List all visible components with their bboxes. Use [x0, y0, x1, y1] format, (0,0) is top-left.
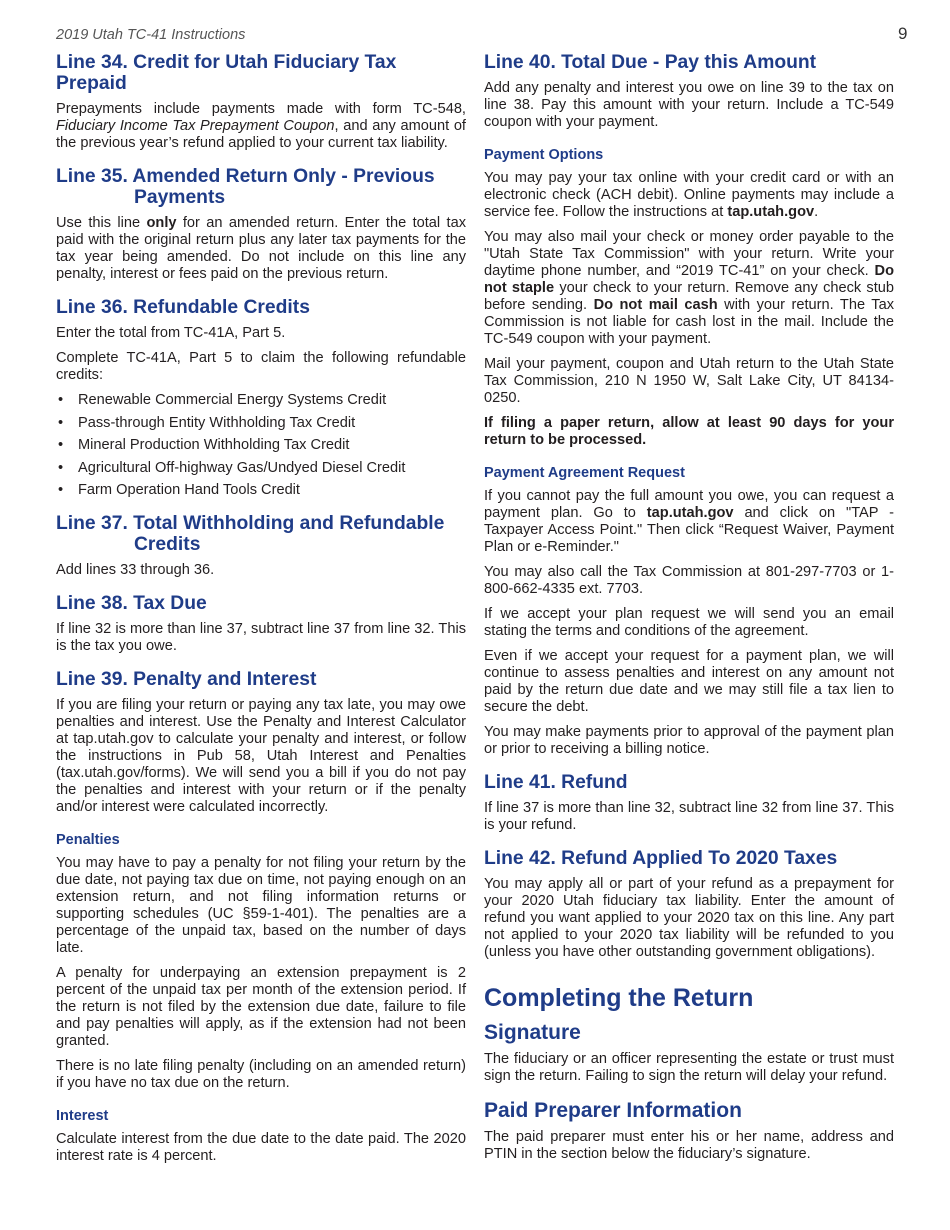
- line-35-heading: Line 35. Amended Return Only - Previous Payments: [56, 166, 435, 208]
- penalties-text-2: A penalty for underpaying an extension prepayment is 2 percent of the unpaid tax per month of the extension period. If the return is not filed by the extension due date, failure to file and pay penalties will apply, as if the extension had not been granted.: [56, 965, 466, 1050]
- line-36-text-2: Complete TC-41A, Part 5 to claim the following refundable credits:: [56, 350, 466, 383]
- interest-text: Calculate interest from the due date to the date paid. The 2020 interest rate is 4 percent.: [56, 1131, 466, 1165]
- line-42-section: [484, 848, 894, 961]
- payment-agreement-text-3: If we accept your plan request we will send you an email stating the terms and conditions of the agreement.: [484, 606, 894, 639]
- line-36-section: [56, 297, 466, 499]
- payment-agreement-text-2: You may also call the Tax Commission at 801-297-7703 or 1-800-662-4335 ext. 7703.: [484, 564, 894, 597]
- line-35-text-bold: only: [146, 215, 177, 231]
- line-35-text-a: Use this line: [56, 215, 147, 231]
- line-38-text: If line 32 is more than line 37, subtract line 37 from line 32. This is the tax you owe.: [56, 621, 466, 655]
- line-34-text: [56, 101, 466, 152]
- paid-preparer-text: The paid preparer must enter his or her name, address and PTIN in the section below the fiduciary’s signature.: [484, 1129, 894, 1162]
- payment-options-text-3: Mail your payment, coupon and Utah return to the Utah State Tax Commission, 210 N 1950 W, Salt Lake City, UT 84134-0250.: [484, 356, 894, 406]
- line-34-text-a: Prepayments include payments made with form TC-548,: [56, 101, 466, 117]
- line-42-text: You may apply all or part of your refund as a prepayment for your 2020 Utah fiduciary tax liability. Enter the amount of refund you want applied to your 2020 tax on this line. Any part not applied to your 2020 tax liability will be refunded to you (unless you have other outstanding government obligations).: [484, 876, 894, 960]
- line-39-heading: Line 39. Penalty and Interest: [56, 669, 317, 691]
- completing-return-section: [484, 983, 894, 1163]
- line-40-section: [484, 52, 894, 758]
- payment-agreement-text-5: You may make payments prior to approval of the payment plan or prior to receiving a billing notice.: [484, 724, 894, 757]
- right-column: [484, 52, 894, 1171]
- paper-return-notice-bold: If filing a paper return, allow at least 90 days for your return to be processed.: [484, 415, 894, 448]
- do-not-staple-text: Do not staple: [484, 263, 894, 296]
- list-item: • Pass-through Entity Withholding Tax Credit: [56, 415, 466, 432]
- line-34-section: [56, 52, 466, 152]
- line-37-text: Add lines 33 through 36.: [56, 562, 215, 579]
- payment-options-text-2c: your check to your return. Remove any check stub before sending.: [484, 280, 895, 313]
- tap-utah-link[interactable]: tap.utah.gov: [646, 505, 734, 521]
- paid-preparer-heading: Paid Preparer Information: [484, 1099, 742, 1122]
- line-40-heading: Line 40. Total Due - Pay this Amount: [484, 52, 817, 73]
- line-35-text-c: for an amended return. Enter the total tax paid with the original return plus any later tax payments for the tax year being amended. Do not include on this line any penalty, interest or fees paid on the previous return.: [56, 215, 466, 282]
- line-35-text: [56, 215, 466, 283]
- line-41-text: If line 37 is more than line 32, subtract line 32 from line 37. This is your refund.: [484, 800, 894, 833]
- signature-heading: Signature: [484, 1021, 581, 1044]
- line-39-text: If you are filing your return or paying any tax late, you may owe penalties and interest. Use the Penalty and Interest Calculator at tap.utah.gov to calculate your penalty and interest, or follow the instructions in Pub 58, Utah Interest and Penalties (tax.utah.gov/forms). We will send you a bill if you do not pay the penalties and interest with your return or if the penalty and/or interest were calculated incorrectly.: [56, 697, 466, 816]
- list-item: • Renewable Commercial Energy Systems Credit: [56, 392, 466, 409]
- prepayment-coupon-title: Fiduciary Income Tax Prepayment Coupon: [56, 118, 335, 134]
- penalties-heading: Penalties: [56, 832, 120, 849]
- refundable-credits-list: [56, 392, 466, 499]
- page-number: 9: [898, 24, 908, 43]
- line-35-section: [56, 166, 466, 283]
- payment-options-heading: Payment Options: [484, 147, 604, 163]
- penalties-text-1: You may have to pay a penalty for not filing your return by the due date, not paying tax due on time, not paying enough on an extension return, and not filing information returns or supporting schedules (UC §59-1-401). The penalties are a percentage of the unpaid tax, based on the number of days late.: [56, 855, 466, 957]
- line-34-text-c: , and any amount of the previous year’s refund applied to your current tax liability.: [56, 118, 466, 151]
- line-36-text-1: Enter the total from TC-41A, Part 5.: [56, 325, 286, 341]
- line-37-heading: Line 37. Total Withholding and Refundable Credits: [56, 513, 445, 556]
- paper-return-notice: [484, 415, 894, 449]
- payment-options-text-2: [484, 229, 894, 348]
- list-item: • Agricultural Off-highway Gas/Undyed Diesel Credit: [56, 460, 466, 477]
- payment-agreement-text-1: [484, 488, 894, 556]
- do-not-mail-cash-text: Do not mail cash: [593, 297, 718, 313]
- payment-agreement-heading: Payment Agreement Request: [484, 465, 685, 481]
- payment-options-text-2a: You may also mail your check or money order payable to the "Utah State Tax Commission" with your return. Write your daytime phone number, and “2019 TC-41” on your check.: [484, 229, 894, 279]
- tap-utah-link[interactable]: tap.utah.gov: [727, 204, 815, 220]
- penalties-text-3: There is no late filing penalty (including on an amended return) if you have no tax due on the return.: [56, 1058, 466, 1092]
- payment-options-text-1c: .: [814, 204, 819, 220]
- payment-options-text-2e: with your return. The Tax Commission is not liable for cash lost in the mail. Include the TC-549 coupon with your payment.: [484, 297, 895, 347]
- signature-text: The fiduciary or an officer representing the estate or trust must sign the return. Failing to sign the return will delay your refund.: [484, 1051, 894, 1084]
- line-39-section: [56, 669, 466, 1165]
- list-item: • Farm Operation Hand Tools Credit: [56, 482, 466, 499]
- line-38-section: [56, 593, 466, 655]
- line-36-heading: Line 36. Refundable Credits: [56, 297, 310, 318]
- payment-agreement-text-1c: and click on "TAP - Taxpayer Access Point." Then click “Request Waiver, Payment Plan or e-Reminder.": [484, 505, 894, 555]
- interest-heading: Interest: [56, 1108, 109, 1125]
- document-header-title: 2019 Utah TC-41 Instructions: [56, 27, 246, 43]
- payment-agreement-text-4: Even if we accept your request for a payment plan, we will continue to assess penalties and interest on any amount not paid by the return due date and we may still file a tax lien to secure the debt.: [484, 648, 894, 715]
- line-41-heading: Line 41. Refund: [484, 772, 628, 793]
- payment-agreement-text-1a: If you cannot pay the full amount you owe, you can request a payment plan. Go to: [484, 488, 894, 521]
- completing-return-heading: Completing the Return: [484, 984, 754, 1012]
- payment-options-text-1a: You may pay your tax online with your credit card or with an electronic check (ACH debit). Online payments may include a service fee. Follow the instructions at: [484, 170, 894, 220]
- line-40-text: Add any penalty and interest you owe on line 39 to the tax on line 38. Pay this amount with your return. Include a TC-549 coupon with your payment.: [484, 80, 894, 130]
- line-34-heading: Line 34. Credit for Utah Fiduciary Tax Prepaid: [56, 52, 397, 94]
- line-41-section: [484, 772, 894, 834]
- left-column: [56, 52, 466, 1173]
- line-38-heading: Line 38. Tax Due: [56, 593, 207, 615]
- list-item: • Mineral Production Withholding Tax Credit: [56, 437, 466, 454]
- line-37-section: [56, 513, 466, 579]
- line-42-heading: Line 42. Refund Applied To 2020 Taxes: [484, 848, 838, 869]
- payment-options-text-1: [484, 170, 894, 221]
